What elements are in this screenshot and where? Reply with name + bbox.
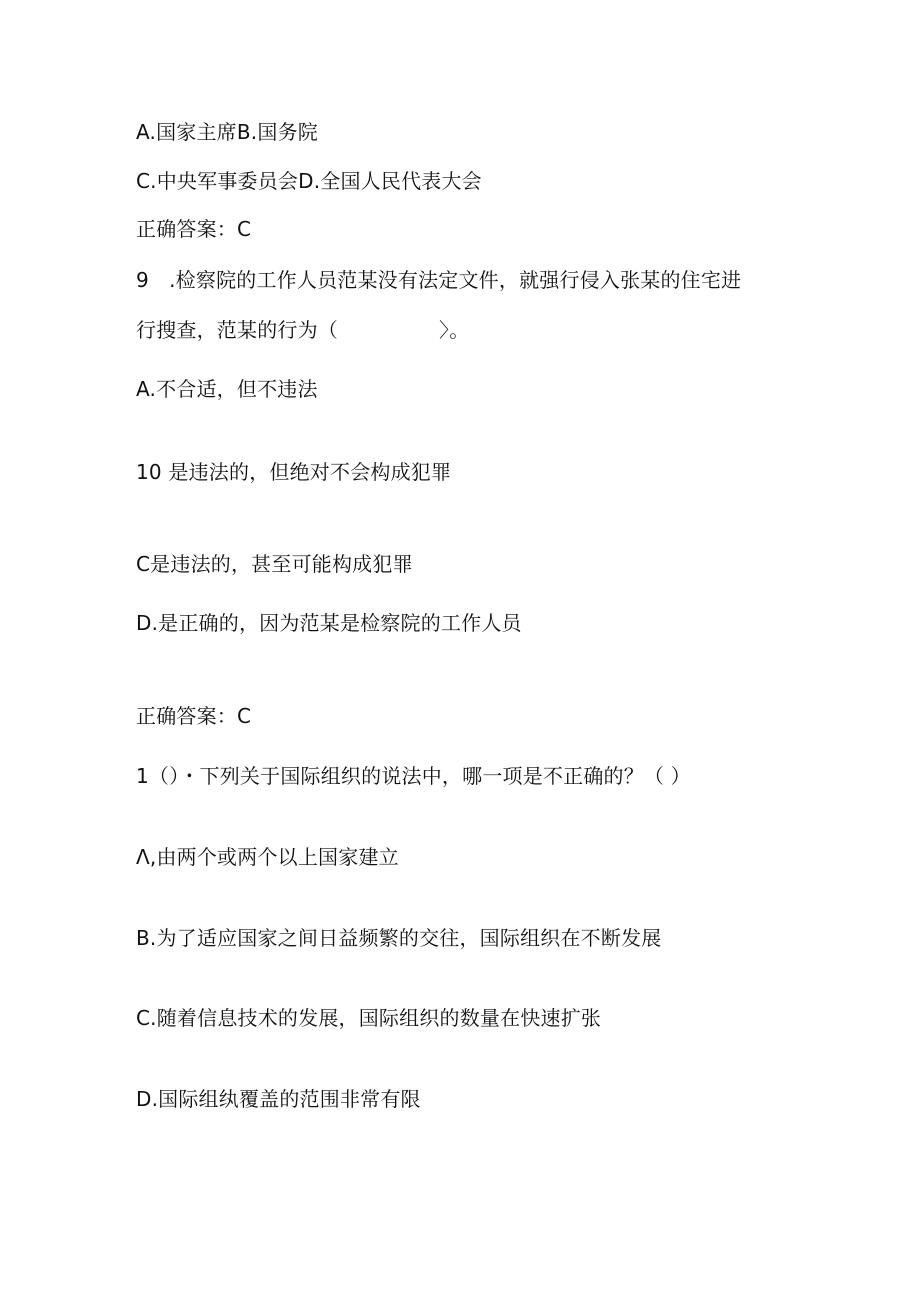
q8-option-cd: C.中央军事委员会D.全国人民代表大会 (136, 169, 482, 193)
q10-option-d: D.国际组纨覆盖的范围非常有限 (136, 1087, 421, 1111)
q9-answer: 正确答案：C (136, 704, 252, 728)
q9-option-c: C是违法的，甚至可能构成犯罪 (136, 552, 413, 576)
q9-stem-line1: 9 .检察院的工作人员范某没有法定文件，就强行侵入张某的住宅进 (136, 268, 742, 292)
q9-stem-line2: 行搜查，范某的行为（ 〉。 (136, 318, 470, 342)
q9-option-b: 10 是违法的，但绝对不会构成犯罪 (136, 460, 452, 484)
q8-option-ab: A.国家主席B.国务院 (136, 120, 318, 144)
q9-option-d: D.是正确的，因为范某是检察院的工作人员 (136, 611, 522, 635)
q10-option-b: B.为了适应国家之间日益频繁的交往，国际组织在不断发展 (136, 926, 662, 950)
q8-answer: 正确答案：C (136, 217, 252, 241)
q9-option-a: A.不合适，但不违法 (136, 377, 318, 401)
q10-option-c: C.随着信息技术的发展，国际组织的数量在快速扩张 (136, 1006, 602, 1030)
q10-stem: 1（）・下列关于国际组织的说法中，哪一项是不正确的？（ ） (136, 764, 691, 788)
q10-option-a: Λ,由两个或两个以上国家建立 (136, 845, 399, 869)
